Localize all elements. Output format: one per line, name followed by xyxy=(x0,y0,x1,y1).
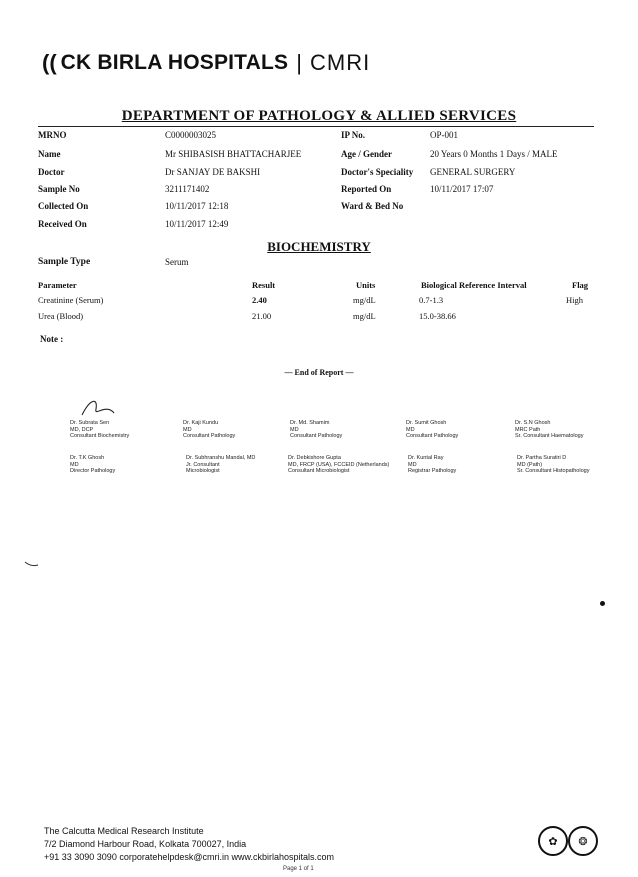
signatory-1-3: Dr. Md. Shamim MD Consultant Pathology xyxy=(290,420,343,439)
age-gender-value: 20 Years 0 Months 1 Days / MALE xyxy=(430,149,558,159)
signatory-2-5: Dr. Partha Suratiri D MD (Path) Sr. Consultant Histopathology xyxy=(517,455,590,474)
specialty-value: GENERAL SURGERY xyxy=(430,167,516,177)
logo-mark-icon: (( xyxy=(42,50,57,75)
collected-on-value: 10/11/2017 12:18 xyxy=(165,201,229,211)
sample-no-value: 3211171402 xyxy=(165,184,210,194)
col-result-header: Result xyxy=(252,280,276,290)
col-parameter-header: Parameter xyxy=(38,280,77,290)
row-reference: 15.0-38.66 xyxy=(419,311,456,321)
sample-no-label: Sample No xyxy=(38,184,80,194)
department-title: DEPARTMENT OF PATHOLOGY & ALLIED SERVICES xyxy=(121,108,517,124)
ward-bed-label: Ward & Bed No xyxy=(341,201,404,211)
name-value: Mr SHIBASISH BHATTACHARJEE xyxy=(165,149,302,159)
ipno-value: OP-001 xyxy=(430,130,459,140)
col-reference-header: Biological Reference Interval xyxy=(421,280,527,290)
signatory-1-1: Dr. Subrata Sen MD, DCP Consultant Biochemistry xyxy=(70,420,130,439)
sample-type-label: Sample Type xyxy=(38,257,91,267)
name-label: Name xyxy=(38,149,61,159)
reported-on-value: 10/11/2017 17:07 xyxy=(430,184,494,194)
section-title: BIOCHEMISTRY xyxy=(267,239,371,254)
signatory-1-2: Dr. Kaji Kundu MD Consultant Pathology xyxy=(183,420,236,439)
reported-on-label: Reported On xyxy=(341,184,392,194)
doctor-value: Dr SANJAY DE BAKSHI xyxy=(165,167,261,177)
accreditation-seal-icon: ✿ xyxy=(538,826,568,856)
footer-address: 7/2 Diamond Harbour Road, Kolkata 700027, India xyxy=(44,839,247,849)
signatory-2-2: Dr. Subhranshu Mandal, MD Jr. Consultant Microbiologist xyxy=(186,455,256,474)
row-units: mg/dL xyxy=(353,311,376,321)
col-flag-header: Flag xyxy=(572,280,589,290)
collected-on-label: Collected On xyxy=(38,201,89,211)
signature-scribble-icon xyxy=(78,395,118,421)
age-gender-label: Age / Gender xyxy=(341,149,392,159)
hospital-logo xyxy=(42,50,370,76)
row-result: 2.40 xyxy=(252,295,267,305)
specialty-label: Doctor's Speciality xyxy=(341,167,414,177)
row-result: 21.00 xyxy=(252,311,272,321)
received-on-label: Received On xyxy=(38,219,87,229)
certification-seal-icon: ❂ xyxy=(568,826,598,856)
logo-separator: | xyxy=(296,50,302,75)
hospital-sub-brand: CMRI xyxy=(309,50,371,75)
mrno-value: C0000003025 xyxy=(165,130,217,140)
signatory-2-3: Dr. Debkishore Gupta MD, FRCP (USA), FCCEID (Netherlands) Consultant Microbiologist xyxy=(288,455,390,474)
scan-mark-icon xyxy=(24,560,40,568)
signatory-2-1: Dr. T.K Ghosh MD Director Pathology xyxy=(70,455,116,474)
ipno-label: IP No. xyxy=(341,130,366,140)
doctor-label: Doctor xyxy=(38,167,65,177)
page-number: Page 1 of 1 xyxy=(283,866,314,872)
row-units: mg/dL xyxy=(353,295,376,305)
scan-dot xyxy=(600,601,605,606)
col-units-header: Units xyxy=(356,280,376,290)
row-flag: High xyxy=(566,295,583,305)
received-on-value: 10/11/2017 12:49 xyxy=(165,219,229,229)
footer-contact: +91 33 3090 3090 corporatehelpdesk@cmri.in www.ckbirlahospitals.com xyxy=(44,852,335,862)
footer-institute: The Calcutta Medical Research Institute xyxy=(44,826,204,836)
mrno-label: MRNO xyxy=(38,130,67,140)
end-of-report: — End of Report — xyxy=(284,368,354,377)
signatory-1-5: Dr. S.N Ghosh MRC Path Sr. Consultant Haematology xyxy=(515,420,584,439)
signatory-2-4: Dr. Kuntal Ray MD Registrar Pathology xyxy=(408,455,457,474)
row-parameter: Urea (Blood) xyxy=(38,311,84,321)
hospital-name: CK BIRLA HOSPITALS xyxy=(60,51,289,74)
header-divider xyxy=(38,126,594,127)
signatory-1-4: Dr. Sumit Ghosh MD Consultant Pathology xyxy=(406,420,459,439)
row-reference: 0.7-1.3 xyxy=(419,295,444,305)
sample-type-value: Serum xyxy=(165,257,189,267)
row-parameter: Creatinine (Serum) xyxy=(38,295,104,305)
note-label: Note : xyxy=(40,334,64,344)
